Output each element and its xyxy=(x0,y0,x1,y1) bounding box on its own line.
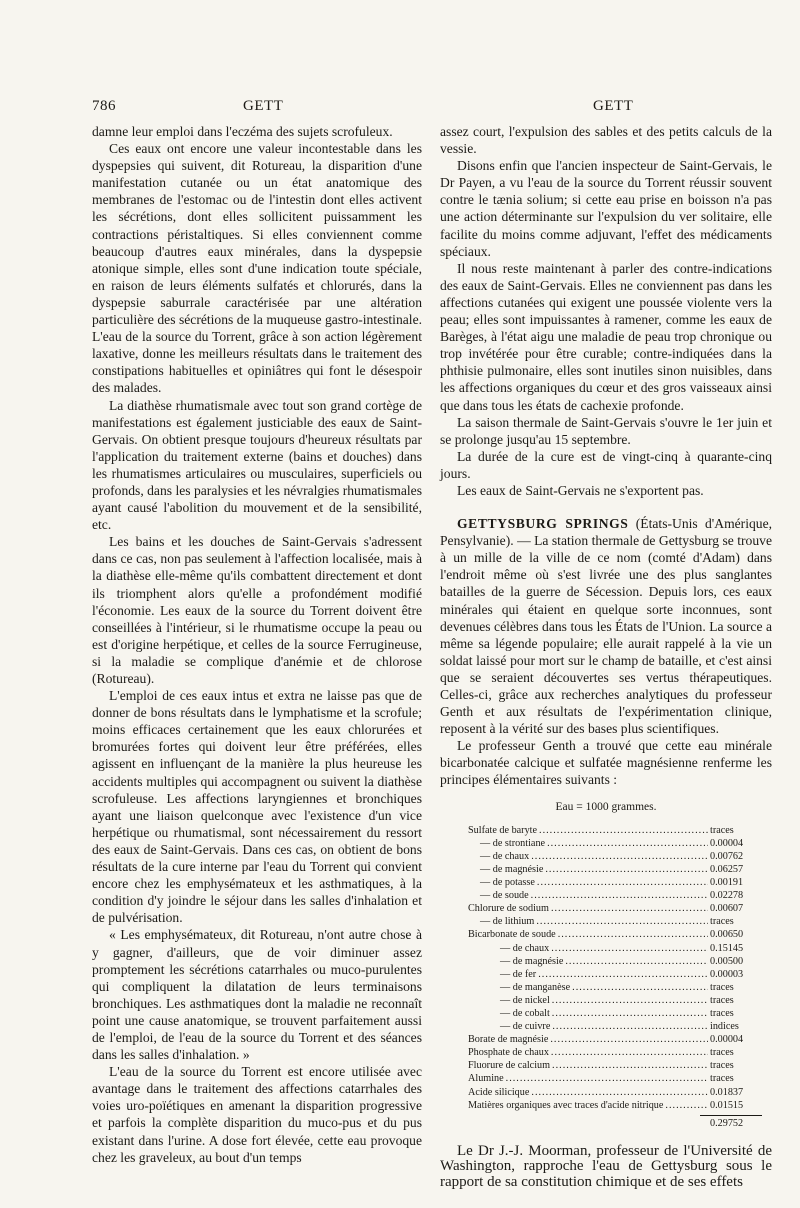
dot-leader xyxy=(551,902,708,915)
table-total: 0.29752 xyxy=(710,1117,744,1129)
dot-leader xyxy=(551,1046,708,1059)
paragraph: Le professeur Genth a trouvé que cette eau minérale bicarbonatée calcique et sulfatée magnésienne renferme les principes élémentaires suivants : xyxy=(440,738,772,788)
row-value: 0.00004 xyxy=(710,837,744,849)
row-value: traces xyxy=(710,1007,734,1019)
row-value: 0.01515 xyxy=(710,1099,744,1111)
table-row xyxy=(440,1020,772,1033)
analysis-table xyxy=(440,801,772,1130)
row-substance: — de fer xyxy=(500,968,537,980)
table-row xyxy=(440,863,772,876)
paragraph: La diathèse rhumatismale avec tout son grand cortège de manifestations est également justiciable des eaux de Saint-Gervais. On obtient presque toujours d'heureux résultats par l'application du traitement externe (bains et douches) dans les rhumatismes articulaires ou musculaires, superficiels ou profonds, dans les paralysies et les névralgies rhumatismales ayant causé l'abolition du mouvement et de la sensibilité, etc. xyxy=(92,397,422,533)
dot-leader xyxy=(550,1033,708,1046)
entry-heading: GETTYSBURG SPRINGS xyxy=(457,516,629,532)
closing-paragraph: Le Dr J.-J. Moorman, professeur de l'Université de Washington, rapproche l'eau de Gettysburg sous le rapport de sa constitution chimique et de ses effets xyxy=(440,1142,772,1190)
row-substance: Matières organiques avec traces d'acide nitrique xyxy=(468,1099,664,1111)
row-value: 0.02278 xyxy=(710,890,744,902)
dot-leader xyxy=(506,1072,708,1085)
row-value: 0.00650 xyxy=(710,929,744,941)
table-row xyxy=(440,1099,772,1112)
table-row xyxy=(440,1007,772,1020)
table-row xyxy=(440,902,772,915)
dot-leader xyxy=(531,889,708,902)
table-row xyxy=(440,994,772,1007)
row-value: 0.00191 xyxy=(710,877,744,889)
table-row xyxy=(440,942,772,955)
dot-leader xyxy=(565,955,708,968)
paragraph: La durée de la cure est de vingt-cinq à quarante-cinq jours. xyxy=(440,448,772,481)
row-substance: — de lithium xyxy=(480,916,535,928)
table-row xyxy=(440,837,772,850)
table-row xyxy=(440,850,772,863)
paragraph: Les bains et les douches de Saint-Gervais s'adressent dans ce cas, non pas seulement à l'affection localisée, mais à la diathèse elle-même qu'ils combattent directement et dont ils triomphent alors qu'elle a profondément modifié l'économie. Les eaux de la source du Torrent doivent être conseillées à l'intérieur, si le rhumatisme occupe la peau ou est d'origine herpétique, et celles de la source Ferrugineuse, si la maladie se complique d'anémie et de chlorose (Rotureau). xyxy=(92,534,422,686)
table-row xyxy=(440,1086,772,1099)
row-substance: Fluorure de calcium xyxy=(468,1060,551,1072)
table-row xyxy=(440,928,772,941)
dot-leader xyxy=(552,1007,708,1020)
row-value: traces xyxy=(710,1060,734,1072)
page-number: 786 xyxy=(92,98,116,114)
row-value: traces xyxy=(710,994,734,1006)
table-row xyxy=(440,1046,772,1059)
row-substance: — de magnésie xyxy=(500,955,564,967)
paragraph: Les eaux de Saint-Gervais ne s'exportent pas. xyxy=(457,482,704,498)
dot-leader xyxy=(665,1099,708,1112)
running-head-right: GETT xyxy=(593,98,634,114)
row-value: indices xyxy=(710,1021,739,1033)
dot-leader xyxy=(545,863,708,876)
left-column xyxy=(92,123,422,1166)
table-row xyxy=(440,876,772,889)
paragraph: L'eau de la source du Torrent est encore utilisée avec avantage dans le traitement des affections catarrhales des voies uro-poïétiques en amenant la disparition progressive et parfois la complète disparition du muco-pus et du pus existant dans l'urine. A dose fort élevée, cette eau provoque chez les graveleux, au bout d'un temps xyxy=(92,1064,422,1165)
running-head-left: GETT xyxy=(243,98,284,114)
row-value: 0.00500 xyxy=(710,955,744,967)
row-value: traces xyxy=(710,981,734,993)
dot-leader xyxy=(538,968,708,981)
table-row xyxy=(440,889,772,902)
row-value: 0.15145 xyxy=(710,942,744,954)
row-substance: Alumine xyxy=(468,1073,504,1085)
row-substance: Chlorure de sodium xyxy=(468,903,549,915)
row-substance: — de magnésie xyxy=(480,863,544,875)
table-row xyxy=(440,968,772,981)
row-substance: — de chaux xyxy=(500,942,550,954)
row-value: 0.00004 xyxy=(710,1034,744,1046)
dot-leader xyxy=(547,837,708,850)
table-row xyxy=(440,955,772,968)
paragraph: Il nous reste maintenant à parler des contre-indications des eaux de Saint-Gervais. Elles ne conviennent pas dans les affections cutanées qui exigent une poussée violente vers la peau; elles sont impuissantes à ramener, comme les eaux de Barèges, à l'état aigu une maladie de peau trop chronique ou trop invétérée pour être curable; contre-indiquées dans la phthisie pulmonaire, elles sont inutiles sinon nuisibles, dans les affections organiques du cœur et des gros vaisseaux ainsi que dans tous les états de cachexie profonde. xyxy=(440,260,772,413)
right-column xyxy=(440,123,772,1190)
row-value: 0.01837 xyxy=(710,1086,744,1098)
row-value: traces xyxy=(710,1073,734,1085)
table-row xyxy=(440,1033,772,1046)
dot-leader xyxy=(537,876,708,889)
row-value: 0.00003 xyxy=(710,968,744,980)
row-value: 0.00762 xyxy=(710,850,744,862)
dot-leader xyxy=(552,1059,708,1072)
row-substance: — de cobalt xyxy=(500,1007,550,1019)
row-substance: Acide silicique xyxy=(468,1086,530,1098)
dot-leader xyxy=(572,981,708,994)
dot-leader xyxy=(551,942,708,955)
dot-leader xyxy=(531,850,708,863)
dot-leader xyxy=(531,1086,708,1099)
gettysburg-entry xyxy=(440,515,772,737)
dot-leader xyxy=(539,824,708,837)
row-value: 0.00607 xyxy=(710,903,744,915)
row-substance: — de manganèse xyxy=(500,981,571,993)
paragraph: Ces eaux ont encore une valeur incontestable dans les dyspepsies qui suivent, dit Rotureau, la disparition d'une manifestation cutanée ou un état anatomique des membranes de l'estomac ou de l'intestin dont elles activent les sécrétions, dont elles sollicitent puissamment les contractions péristaltiques. Si elles conviennent comme beaucoup d'autres eaux minérales, dans la dyspepsie atonique simple, elles sont d'une indication toute spéciale, en raison de leurs éléments sulfatés et chlorurés, dans la dyspepsie saburrale caractérisée par une altération particulière des sécrétions de la muqueuse gastro-intestinale. L'eau de la source du Torrent, grâce à son action légèrement laxative, donne les meilleurs résultats dans le traitement des constipations habituelles et opiniâtres qui font le désespoir des malades. xyxy=(92,141,422,396)
table-rows xyxy=(440,824,772,1112)
row-value: traces xyxy=(710,916,734,928)
row-substance: Bicarbonate de soude xyxy=(468,929,556,941)
paragraph: L'emploi de ces eaux intus et extra ne laisse pas que de donner de bons résultats dans le lymphatisme et la scrofule; moins efficaces certainement que les eaux chlorurées et bromurées fortes qui doivent leur être préférées, elles agissent en influençant de la manière la plus heureuse les accidents multiples qui accompagnent ou suivent la diathèse scrofuleuse. Les affections laryngiennes et bronchiques ayant une liaison quelconque avec l'existence d'un vice herpétique ou rhumatismal, sont nécessairement du ressort des eaux de Saint-Gervais. Dans ces cas, on obtient de bons résultats de la cure interne par l'eau du Torrent qui convient encore chez les emphysémateux et les asthmatiques, à la condition d'y joindre le séjour dans les salles d'inhalation et de pulvérisation. xyxy=(92,688,422,926)
table-caption: Eau = 1000 grammes. xyxy=(555,800,657,813)
row-substance: — de potasse xyxy=(480,877,535,889)
paragraph: « Les emphysémateux, dit Rotureau, n'ont autre chose à y gagner, d'ailleurs, que de voir diminuer assez promptement les sécrétions catarrhales ou muco-purulentes qui compliquent la dilatation de leurs terminaisons bronchiques. Les asthmatiques dont la maladie ne reconnaît point une cause anatomique, se trouvent parfaitement aussi de l'emploi, de l'eau de la source du Torrent et des séances dans les salles d'inhalation. » xyxy=(92,927,422,1063)
row-substance: Phosphate de chaux xyxy=(468,1047,549,1059)
row-substance: — de cuivre xyxy=(500,1021,551,1033)
table-row xyxy=(440,1072,772,1085)
paragraph: La saison thermale de Saint-Gervais s'ouvre le 1er juin et se prolonge jusqu'au 15 septembre. xyxy=(440,414,772,447)
dot-leader xyxy=(552,1020,708,1033)
row-substance: — de nickel xyxy=(500,994,550,1006)
row-substance: — de soude xyxy=(480,890,529,902)
table-row xyxy=(440,1059,772,1072)
paragraph: Disons enfin que l'ancien inspecteur de Saint-Gervais, le Dr Payen, a vu l'eau de la source du Torrent réussir souvent contre le tænia solium; si cette eau prise en boisson n'a pas une action déterminante sur l'expulsion du ver solitaire, elle facilite du moins comme adjuvant, l'effet des médicaments spéciaux. xyxy=(440,158,772,259)
table-row xyxy=(440,981,772,994)
dot-leader xyxy=(558,928,708,941)
table-total-row xyxy=(440,1116,772,1130)
row-value: 0.06257 xyxy=(710,863,744,875)
row-value: traces xyxy=(710,1047,734,1059)
table-row xyxy=(440,824,772,837)
paragraph: damne leur emploi dans l'eczéma des sujets scrofuleux. xyxy=(92,124,393,139)
dot-leader xyxy=(552,994,708,1007)
row-value: traces xyxy=(710,824,734,836)
row-substance: — de chaux xyxy=(480,850,530,862)
table-row xyxy=(440,915,772,928)
row-substance: Sulfate de baryte xyxy=(468,824,538,836)
paragraph: assez court, l'expulsion des sables et des petits calculs de la vessie. xyxy=(440,124,772,157)
row-substance: — de strontiane xyxy=(480,837,546,849)
entry-text: (États-Unis d'Amérique, Pensylvanie). — La station thermale de Gettysburg se trouve à un mille de la ville de ce nom (comté d'Adam) dans l'endroit même où s'est livrée une des plus sanglantes batailles de la guerre de Sécession. Depuis lors, ces eaux minérales qui étaient en quelque sorte inconnues, sont devenues célèbres dans tous les États de l'Union. La source a même sa légende populaire; elle aurait rappelé à la vie un soldat laissé pour mort sur le champ de bataille, et c'est ainsi que se seraient découvertes ses vertus thérapeutiques. Celles-ci, grâce aux recherches analytiques du professeur Genth et aux résultats de l'expérimentation clinique, reposent à la vérité sur des bases plus scientifiques. xyxy=(440,516,773,737)
row-substance: Borate de magnésie xyxy=(468,1034,549,1046)
dot-leader xyxy=(536,915,708,928)
